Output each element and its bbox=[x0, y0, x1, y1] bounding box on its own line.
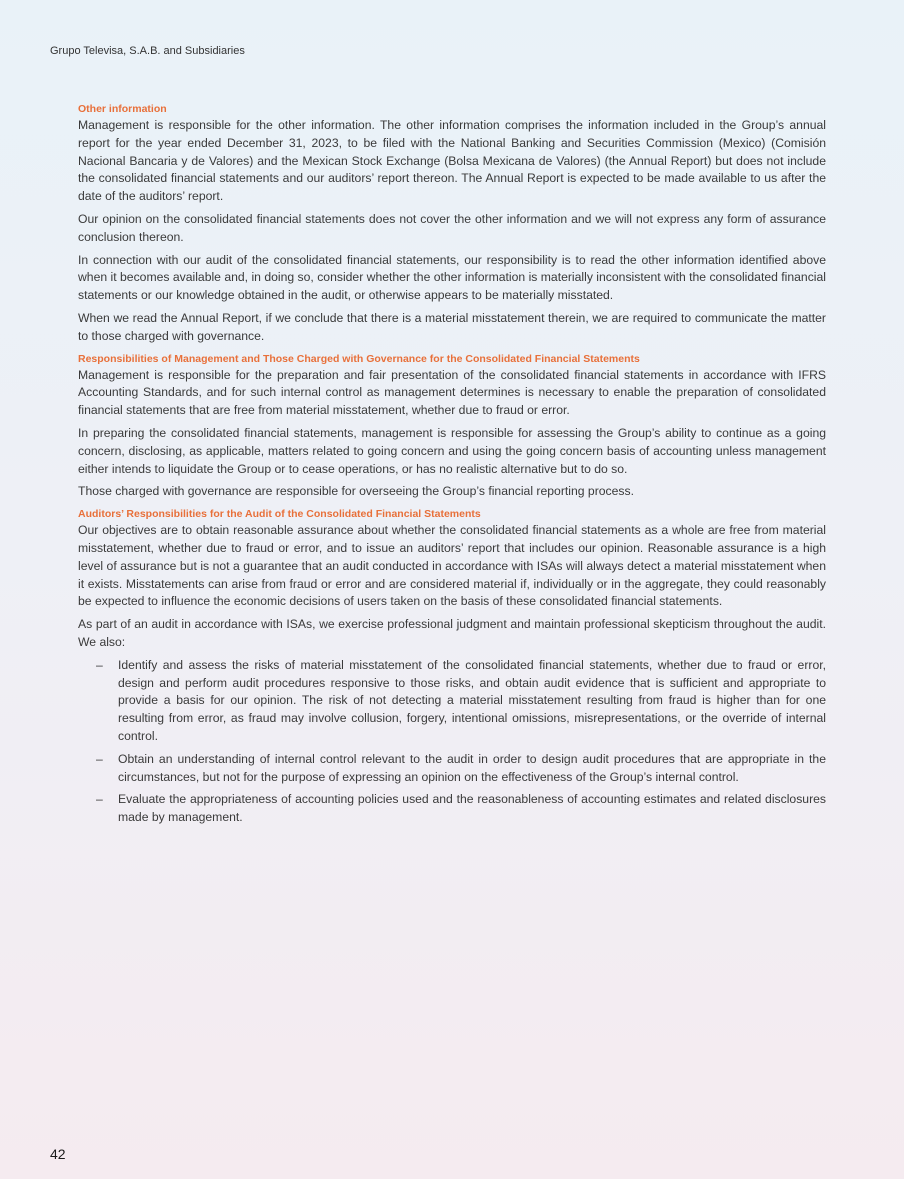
list-item-text: Evaluate the appropriateness of accounting policies used and the reasonableness of accounting estimates and related disclosures made by management. bbox=[118, 792, 826, 825]
paragraph: Management is responsible for the preparation and fair presentation of the consolidated financial statements in accordance with IFRS Accounting Standards, and for such internal control as management determines is necessary to enable the preparation of consolidated financial statements that are free from material misstatement, whether due to fraud or error. bbox=[78, 367, 826, 418]
paragraph: In connection with our audit of the consolidated financial statements, our responsibility is to read the other information identified above when it becomes available and, in doing so, consider whether the other information is materially inconsistent with the consolidated financial statements or our knowledge obtained in the audit, or otherwise appears to be materially misstated. bbox=[78, 252, 826, 303]
page-number: 42 bbox=[50, 1146, 66, 1162]
bullet-list bbox=[78, 657, 826, 827]
section-heading-management-responsibilities: Responsibilities of Management and Those Charged with Governance for the Consolidated Financial Statements bbox=[78, 352, 640, 365]
page-content bbox=[78, 101, 826, 832]
paragraph: In preparing the consolidated financial statements, management is responsible for assessing the Group’s ability to continue as a going concern, disclosing, as applicable, matters related to going concern and using the going concern basis of accounting unless management either intends to liquidate the Group or to cease operations, or has no realistic alternative but to do so. bbox=[78, 425, 826, 476]
paragraph: When we read the Annual Report, if we conclude that there is a material misstatement therein, we are required to communicate the matter to those charged with governance. bbox=[78, 310, 826, 343]
list-item bbox=[78, 751, 826, 787]
paragraph: As part of an audit in accordance with ISAs, we exercise professional judgment and maintain professional skepticism throughout the audit. We also: bbox=[78, 617, 826, 649]
paragraph: Management is responsible for the other information. The other information comprises the information included in the Group’s annual report for the year ended December 31, 2023, to be filed with the National Banking and Securities Commission (Mexico) (Comisión Nacional Bancaria y de Valores) and the Mexican Stock Exchange (Bolsa Mexicana de Valores) (the Annual Report) but does not include the consolidated financial statements and our auditors’ report thereon. The Annual Report is expected to be made available to us after the date of the auditors’ report. bbox=[78, 118, 826, 204]
list-item bbox=[78, 791, 826, 827]
paragraph: Our opinion on the consolidated financial statements does not cover the other information and we will not express any form of assurance conclusion thereon. bbox=[78, 211, 826, 244]
bullet-dash: – bbox=[96, 657, 103, 672]
section-heading-auditors-responsibilities: Auditors’ Responsibilities for the Audit of the Consolidated Financial Statements bbox=[78, 508, 481, 521]
bullet-dash: – bbox=[96, 751, 103, 766]
bullet-dash: – bbox=[96, 792, 103, 807]
paragraph: Our objectives are to obtain reasonable assurance about whether the consolidated financial statements as a whole are free from material misstatement, whether due to fraud or error, and to issue an auditors’ report that includes our opinion. Reasonable assurance is a high level of assurance but is not a guarantee that an audit conducted in accordance with ISAs will always detect a material misstatement when it exists. Misstatements can arise from fraud or error and are considered material if, individually or in the aggregate, they could reasonably be expected to influence the economic decisions of users taken on the basis of these consolidated financial statements. bbox=[78, 523, 826, 609]
list-item-text: Identify and assess the risks of material misstatement of the consolidated financial statements, whether due to fraud or error, design and perform audit procedures responsive to those risks, and obtain audit evidence that is sufficient and appropriate to provide a basis for our opinion. The risk of not detecting a material misstatement resulting from fraud is higher than for one resulting from error, as fraud may involve collusion, forgery, intentional omissions, misrepresentations, or the override of internal control. bbox=[118, 657, 826, 743]
list-item-text: Obtain an understanding of internal control relevant to the audit in order to design audit procedures that are appropriate in the circumstances, but not for the purpose of expressing an opinion on the effectiveness of the Group’s internal control. bbox=[118, 751, 826, 784]
running-header: Grupo Televisa, S.A.B. and Subsidiaries bbox=[50, 45, 245, 57]
list-item bbox=[78, 657, 826, 746]
section-heading-other-information: Other information bbox=[78, 103, 167, 115]
paragraph: Those charged with governance are responsible for overseeing the Group’s financial reporting process. bbox=[78, 484, 634, 499]
